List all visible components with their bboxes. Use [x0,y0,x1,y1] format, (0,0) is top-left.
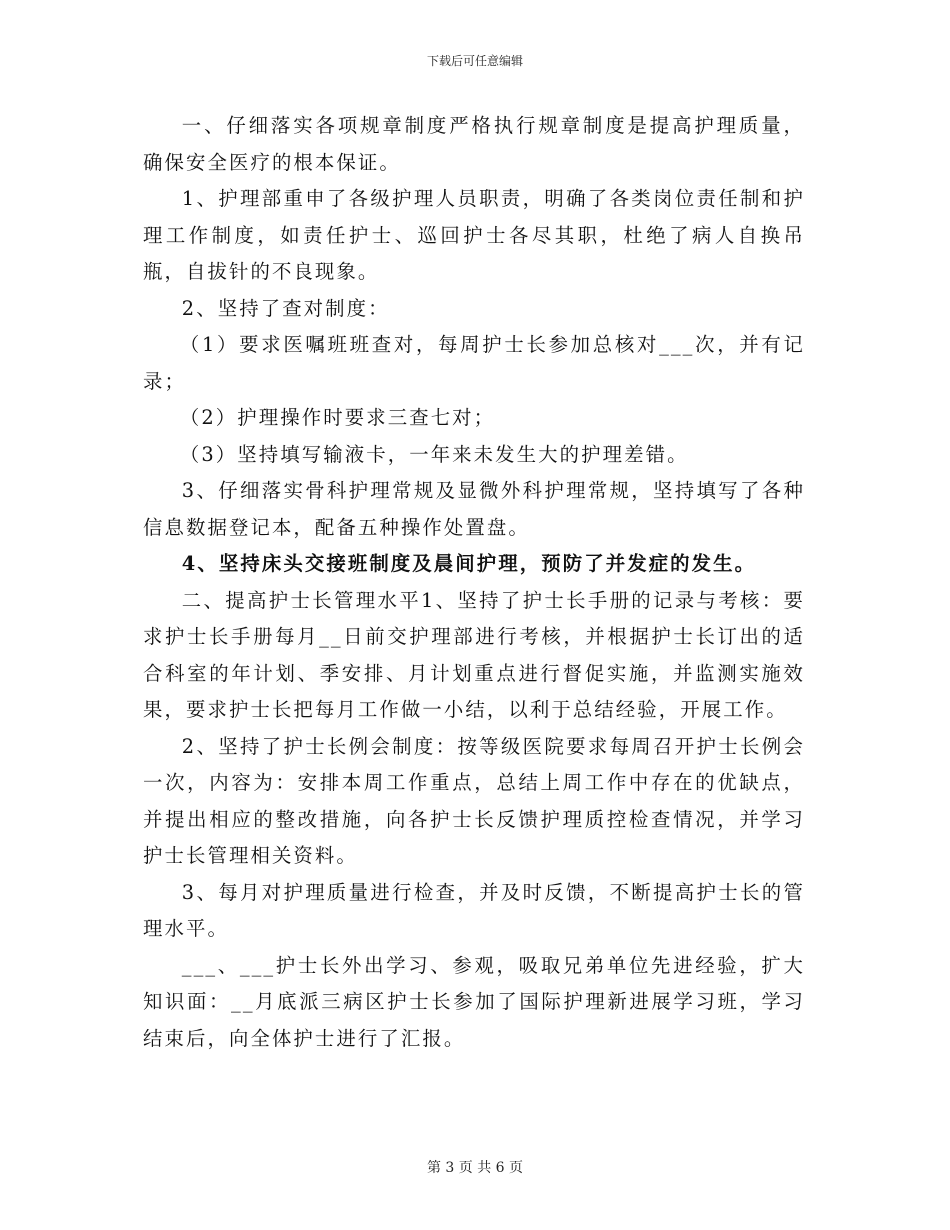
document-body [143,108,805,1057]
paragraph-item-3: 3、仔细落实骨科护理常规及显微外科护理常规，坚持填写了各种信息数据登记本，配备五种操作处置盘。 [143,479,805,539]
paragraph-subitem-2: （2）护理操作时要求三查七对； [179,406,496,429]
paragraph-item-1: 1、护理部重申了各级护理人员职责，明确了各类岗位责任制和护理工作制度，如责任护士、巡回护士各尽其职，杜绝了病人自换吊瓶，自拔针的不良现象。 [143,187,805,283]
paragraph-section-2-item-2: 2、坚持了护士长例会制度：按等级医院要求每周召开护士长例会一次，内容为：安排本周工作重点，总结上周工作中存在的优缺点，并提出相应的整改措施，向各护士长反馈护理质控检查情况，并学习护士长管理相关资料。 [143,734,805,867]
page-footer: 第 3 页 共 6 页 [426,1160,524,1176]
paragraph-section-1-heading: 一、仔细落实各项规章制度严格执行规章制度是提高护理质量，确保安全医疗的根本保证。 [143,114,805,174]
page-header: 下载后可任意编辑 [426,54,523,68]
paragraph-section-2: 二、提高护士长管理水平1、坚持了护士长手册的记录与考核：要求护士长手册每月__日前交护理部进行考核，并根据护士长订出的适合科室的年计划、季安排、月计划重点进行督促实施，并监测实施效果，要求护士长把每月工作做一小结，以利于总结经验，开展工作。 [143,588,805,721]
paragraph-item-2: 2、坚持了查对制度： [181,296,390,320]
paragraph-item-4-bold: 4、坚持床头交接班制度及晨间护理，预防了并发症的发生。 [181,552,757,575]
paragraph-subitem-3: （3）坚持填写输液卡，一年来未发生大的护理差错。 [179,442,689,466]
paragraph-section-3: ___、___护士长外出学习、参观，吸取兄弟单位先进经验，扩大知识面：__月底派三病区护士长参加了国际护理新进展学习班，学习结束后，向全体护士进行了汇报。 [143,953,805,1050]
paragraph-section-2-item-3: 3、每月对护理质量进行检查，并及时反馈，不断提高护士长的管理水平。 [143,880,805,940]
paragraph-subitem-1: （1）要求医嘱班班查对，每周护士长参加总核对___次，并有记录； [143,333,805,393]
